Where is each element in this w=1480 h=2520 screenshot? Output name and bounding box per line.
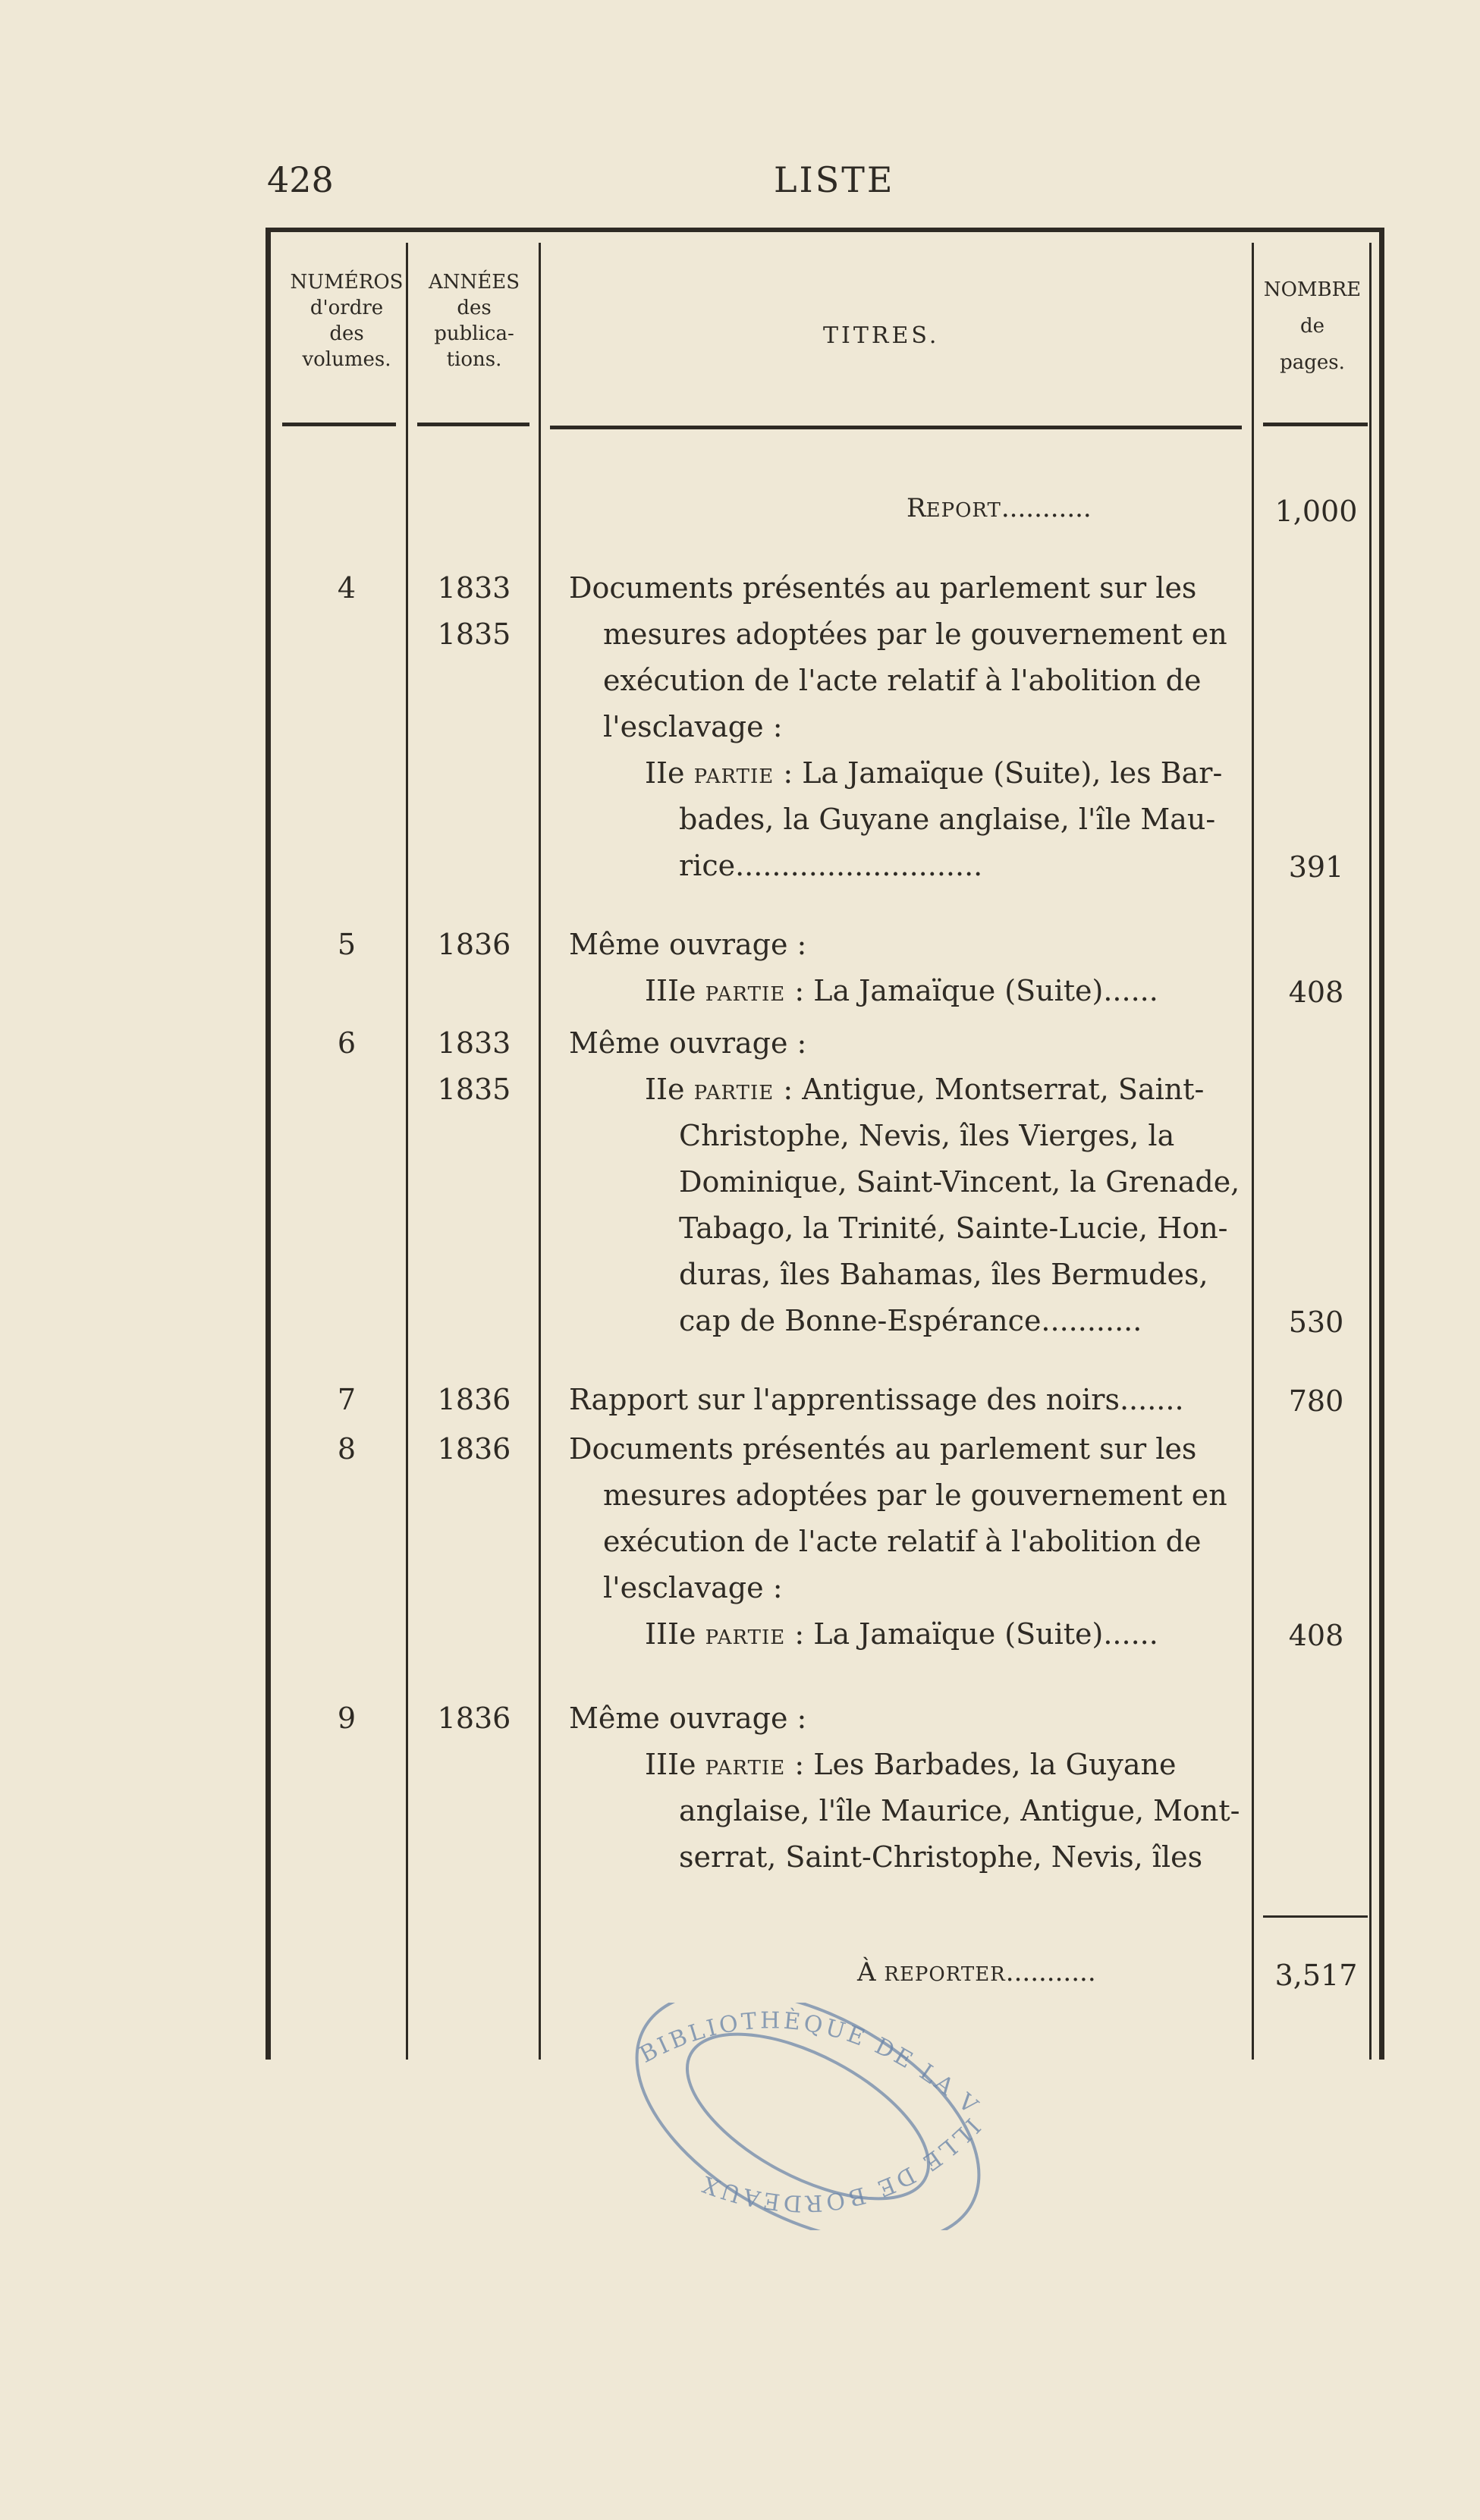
total-rule bbox=[1263, 1915, 1368, 1918]
stamp-text: BIBLIOTHÈQUE DE LA VILLE DE BORDEAUX bbox=[635, 2007, 985, 2217]
header-pages bbox=[1255, 277, 1369, 375]
header-years-line: ANNÉES bbox=[428, 271, 520, 294]
entry-year: 1833 bbox=[437, 571, 511, 605]
header-pages-line: de bbox=[1299, 315, 1325, 338]
entry-part-line bbox=[645, 750, 1222, 800]
a-reporter-label-initial: À bbox=[857, 1957, 876, 1987]
part-label: PARTIE bbox=[705, 1757, 786, 1780]
entry-title-line: Documents présentés au parlement sur les bbox=[569, 1432, 1197, 1466]
entry-subline: anglaise, l'île Maurice, Antigue, Mont- bbox=[679, 1794, 1240, 1827]
entry-title-line: exécution de l'acte relatif à l'abolition de bbox=[603, 1525, 1202, 1558]
entry-subline: cap de Bonne-Espérance........... bbox=[679, 1304, 1142, 1337]
header-volumes-line: volumes. bbox=[302, 348, 391, 371]
header-rule-pages bbox=[1263, 423, 1368, 426]
entry-year: 1836 bbox=[437, 1432, 511, 1466]
header-pages-line: pages. bbox=[1280, 351, 1345, 374]
entry-title-line: Même ouvrage : bbox=[569, 928, 807, 961]
entry-part-line bbox=[645, 1067, 1204, 1117]
library-stamp bbox=[614, 2003, 1001, 2230]
entry-pages: 408 bbox=[1288, 1619, 1344, 1652]
a-reporter-line bbox=[857, 1957, 1096, 1987]
page-number: 428 bbox=[267, 159, 334, 200]
report-label: EPORT bbox=[925, 499, 1001, 522]
part-text: : La Jamaïque (Suite)...... bbox=[794, 1617, 1158, 1651]
part-text: : Les Barbades, la Guyane bbox=[794, 1748, 1177, 1781]
entry-part-line bbox=[645, 1742, 1177, 1792]
header-rule-years bbox=[417, 423, 529, 426]
entry-title-line: Documents présentés au parlement sur les bbox=[569, 571, 1197, 605]
entry-year: 1833 bbox=[437, 1026, 511, 1060]
entry-subline: serrat, Saint-Christophe, Nevis, îles bbox=[679, 1840, 1203, 1874]
entry-year: 1835 bbox=[437, 617, 511, 651]
left-rule bbox=[266, 228, 271, 2060]
entry-subline: bades, la Guyane anglaise, l'île Mau- bbox=[679, 803, 1216, 836]
entry-year: 1836 bbox=[437, 928, 511, 961]
entry-volume: 4 bbox=[337, 571, 357, 605]
right-rule bbox=[1379, 228, 1384, 2060]
report-line bbox=[907, 493, 1092, 523]
header-titles: TITRES. bbox=[823, 322, 940, 349]
part-label: PARTIE bbox=[693, 765, 775, 788]
header-volumes-line: d'ordre bbox=[310, 297, 384, 319]
entry-subline: duras, îles Bahamas, îles Bermudes, bbox=[679, 1258, 1208, 1291]
header-volumes bbox=[282, 269, 411, 372]
header-rule-titles bbox=[550, 426, 1242, 429]
entry-year: 1835 bbox=[437, 1073, 511, 1106]
header-years-line: publica- bbox=[434, 322, 514, 345]
entry-subline: Christophe, Nevis, îles Vierges, la bbox=[679, 1119, 1175, 1152]
col-rule-5 bbox=[1369, 243, 1372, 2060]
col-rule-3 bbox=[539, 243, 541, 2060]
part-number: IIIe bbox=[645, 974, 696, 1007]
entry-title-line: mesures adoptées par le gouvernement en bbox=[603, 1478, 1227, 1512]
top-rule bbox=[266, 228, 1384, 232]
a-reporter-label: REPORTER bbox=[884, 1963, 1006, 1986]
header-pages-line: NOMBRE bbox=[1263, 278, 1362, 301]
entry-pages: 391 bbox=[1288, 850, 1344, 884]
part-label: PARTIE bbox=[705, 983, 786, 1006]
entry-title-line: Même ouvrage : bbox=[569, 1701, 807, 1735]
part-text: : Antigue, Montserrat, Saint- bbox=[783, 1073, 1205, 1106]
entry-title-line: exécution de l'acte relatif à l'abolition de bbox=[603, 664, 1202, 697]
part-text: : La Jamaïque (Suite), les Bar- bbox=[783, 756, 1223, 790]
a-reporter-leader: ........... bbox=[1005, 1957, 1096, 1987]
col-rule-1 bbox=[406, 243, 408, 2060]
header-volumes-line: NUMÉROS bbox=[290, 271, 404, 294]
part-number: IIe bbox=[645, 756, 685, 790]
part-label: PARTIE bbox=[705, 1626, 786, 1649]
entry-subline: Dominique, Saint-Vincent, la Grenade, bbox=[679, 1165, 1240, 1199]
entry-year: 1836 bbox=[437, 1701, 511, 1735]
entry-volume: 8 bbox=[337, 1432, 357, 1466]
entry-volume: 9 bbox=[337, 1701, 357, 1735]
entry-title-line: mesures adoptées par le gouvernement en bbox=[603, 617, 1227, 651]
entry-pages: 530 bbox=[1288, 1306, 1344, 1339]
col-rule-4 bbox=[1252, 243, 1254, 2060]
part-text: : La Jamaïque (Suite)...... bbox=[794, 974, 1158, 1007]
entry-title-line: Même ouvrage : bbox=[569, 1026, 807, 1060]
part-number: IIIe bbox=[645, 1617, 696, 1651]
header-years-line: tions. bbox=[446, 348, 502, 371]
entry-title-line: Rapport sur l'apprentissage des noirs....... bbox=[569, 1383, 1184, 1416]
header-volumes-line: des bbox=[329, 322, 364, 345]
entry-pages: 408 bbox=[1288, 976, 1344, 1009]
header-years bbox=[410, 269, 539, 372]
entry-year: 1836 bbox=[437, 1383, 511, 1416]
header-rule-volumes bbox=[282, 423, 396, 426]
header-years-line: des bbox=[457, 297, 492, 319]
entry-volume: 6 bbox=[337, 1026, 357, 1060]
report-value: 1,000 bbox=[1274, 495, 1358, 528]
entry-part-line bbox=[645, 1611, 1158, 1661]
part-label: PARTIE bbox=[693, 1082, 775, 1104]
report-leader: ........... bbox=[1001, 493, 1092, 523]
entry-pages: 780 bbox=[1288, 1384, 1344, 1418]
entry-subline: rice........................... bbox=[679, 849, 983, 882]
part-number: IIe bbox=[645, 1073, 685, 1106]
running-head: LISTE bbox=[774, 159, 895, 200]
entry-volume: 5 bbox=[337, 928, 357, 961]
part-number: IIIe bbox=[645, 1748, 696, 1781]
entry-part-line bbox=[645, 968, 1158, 1018]
a-reporter-value: 3,517 bbox=[1274, 1959, 1358, 1992]
entry-title-line: l'esclavage : bbox=[603, 710, 783, 743]
entry-title-line: l'esclavage : bbox=[603, 1571, 783, 1604]
entry-subline: Tabago, la Trinité, Sainte-Lucie, Hon- bbox=[679, 1211, 1228, 1245]
report-label-initial: R bbox=[907, 493, 926, 523]
entry-volume: 7 bbox=[337, 1383, 357, 1416]
